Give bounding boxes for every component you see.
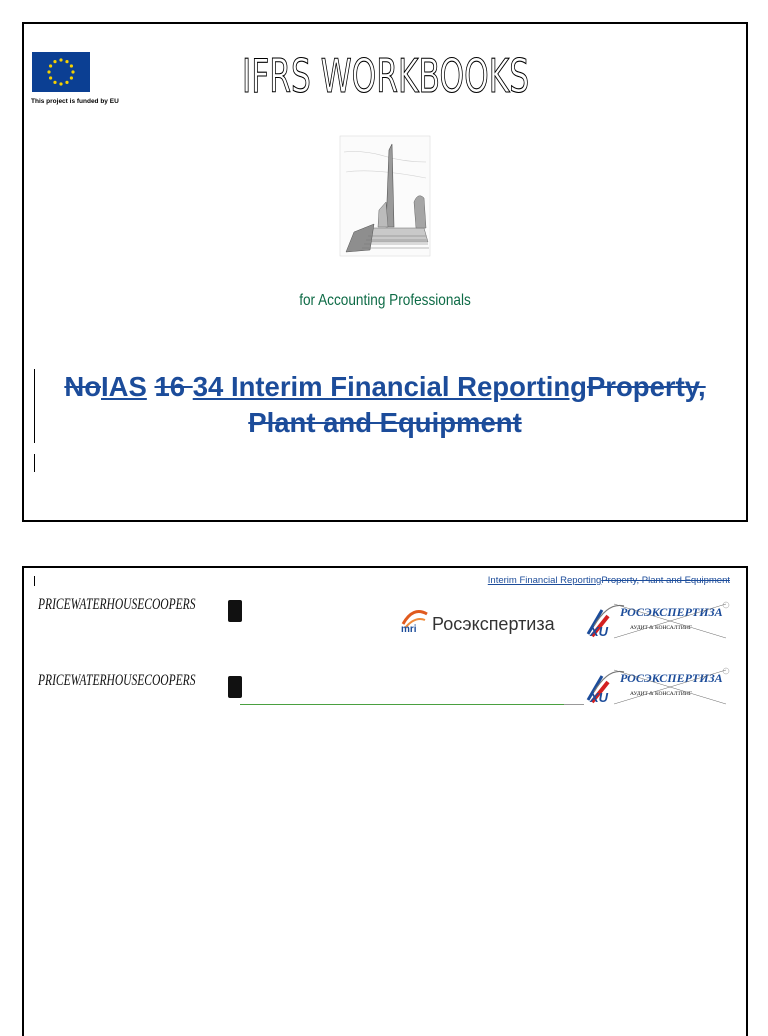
revision-margin-bar	[34, 369, 35, 443]
mri-logo-text: mri	[401, 624, 417, 634]
rosexpertiza-logo	[584, 662, 734, 708]
eu-flag-icon	[32, 52, 90, 92]
cover-page	[22, 22, 748, 522]
pwc-logo: PRICEWATERHOUSECOOPERS	[38, 672, 196, 689]
mri-logo-icon	[399, 608, 431, 634]
deleted-text: No	[64, 371, 101, 402]
page-header-title[interactable]	[488, 575, 730, 586]
rosexpertiza-wordmark: Росэкспертиза	[432, 614, 555, 634]
pwc-badge-icon	[228, 676, 242, 698]
monument-sketch-image	[334, 132, 434, 262]
text-cursor	[34, 576, 35, 586]
header-rule	[240, 704, 564, 705]
pwc-logo: PRICEWATERHOUSECOOPERS	[38, 596, 196, 613]
svg-text:РОСЭКСПЕРТИЗА: РОСЭКСПЕРТИЗА	[620, 671, 723, 685]
deleted-text: Property, Plant and Equipment	[601, 575, 730, 586]
svg-text:АУДИТ & КОНСАЛТИНГ: АУДИТ & КОНСАЛТИНГ	[630, 625, 692, 631]
inserted-text: Interim Financial Reporting	[487, 575, 602, 586]
inserted-text: 34 Interim Financial Reporting	[192, 371, 587, 402]
rosexpertiza-logo	[584, 596, 734, 642]
eu-funding-caption: This project is funded by EU	[31, 98, 119, 105]
inserted-text: IAS	[101, 371, 147, 402]
svg-text:XU: XU	[590, 690, 609, 705]
subtitle-accounting-professionals: for Accounting Professionals	[299, 292, 471, 309]
svg-text:АУДИТ & КОНСАЛТИНГ: АУДИТ & КОНСАЛТИНГ	[630, 691, 692, 697]
document-title	[54, 369, 716, 441]
workbooks-title: IFRS WORKBOOKS	[242, 49, 530, 103]
deleted-text: Property, Plant and Equipment	[248, 371, 706, 438]
second-page	[22, 566, 748, 1036]
deleted-text: 16	[154, 371, 193, 402]
svg-text:XU: XU	[590, 624, 609, 639]
pwc-badge-icon	[228, 600, 242, 622]
header-rule-end	[564, 704, 584, 705]
svg-text:РОСЭКСПЕРТИЗА: РОСЭКСПЕРТИЗА	[620, 605, 723, 619]
revision-margin-bar	[34, 454, 35, 472]
